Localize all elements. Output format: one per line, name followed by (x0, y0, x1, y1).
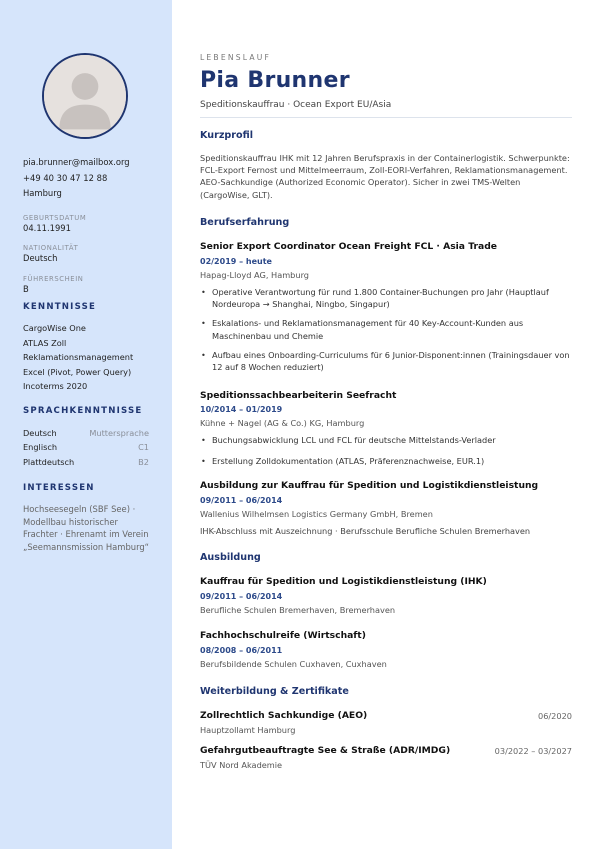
certificate-issuer: TÜV Nord Akademie (200, 760, 283, 770)
languages-heading: SPRACHKENNTNISSE (23, 406, 143, 416)
language-level: C1 (138, 442, 149, 453)
person-icon (44, 55, 126, 137)
languages-list (23, 426, 149, 469)
personal-info-nationality (23, 243, 163, 264)
language-row (23, 440, 149, 454)
certificate-date: 03/2022 – 03/2027 (494, 746, 572, 756)
list-item: • Operative Verantwortung für rund 1.800 Container-Buchungen pro Jahr (Hauptlauf Nordeuropa → Shanghai, Ningbo, Singapur) (200, 286, 572, 310)
certificate-title: Zollrechtlich Sachkundige (AEO) (200, 710, 368, 721)
list-item: • Erstellung Zolldokumentation (ATLAS, Präferenznachweise, EUR.1) (200, 455, 572, 467)
job-title: Speditionssachbearbeiterin Seefracht (200, 390, 397, 401)
city-text: Hamburg (23, 188, 62, 198)
skills-list (23, 321, 163, 394)
info-label: GEBURTSDATUM (23, 214, 87, 222)
document-type-label: LEBENSLAUF (200, 53, 272, 62)
interests-text: Hochseesegeln (SBF See) · Modellbau historischer Frachter · Ehrenamt im Verein „Seemannsmission Hamburg“ (23, 504, 150, 552)
profile-text: Speditionskauffrau IHK mit 12 Jahren Berufspraxis in der Containerlogistik. Schwerpunkte: FCL-Export Fernost und Mittelmeerraum, Zoll-EORI-Verfahren, Reklamationsmanagement. AEO-Sachkundige (Authorized Economic Operator). Sicher in zwei TMS-Welten (CargoWise, GLT). (200, 153, 570, 200)
job-organization: Wallenius Wilhelmsen Logistics Germany GmbH, Bremen (200, 509, 433, 519)
list-item: Incoterms 2020 (23, 381, 88, 392)
list-item: ATLAS Zoll (23, 337, 67, 348)
email-text[interactable]: pia.brunner@mailbox.org (23, 157, 130, 167)
phone-text[interactable]: +49 40 30 47 12 88 (23, 172, 108, 183)
language-level: B2 (138, 456, 149, 467)
info-value: B (23, 284, 29, 294)
language-name: Deutsch (23, 428, 57, 438)
education-title: Fachhochschulreife (Wirtschaft) (200, 630, 366, 641)
job-bullets (200, 286, 572, 373)
divider (200, 117, 572, 118)
education-title: Kauffrau für Spedition und Logistikdienstleistung (IHK) (200, 576, 487, 587)
job-dates: 02/2019 – heute (200, 257, 272, 266)
language-level: Muttersprache (89, 428, 149, 438)
candidate-role: Speditionskauffrau · Ocean Export EU/Asia (200, 100, 392, 110)
experience-heading: Berufserfahrung (200, 217, 290, 228)
info-value: 04.11.1991 (23, 223, 71, 233)
list-item: Reklamationsmanagement (23, 352, 134, 363)
list-item: • Buchungsabwicklung LCL und FCL für deutsche Mittelstands-Verlader (200, 434, 572, 446)
job-note: IHK-Abschluss mit Auszeichnung · Berufsschule Berufliche Schulen Bremerhaven (200, 526, 531, 536)
education-school: Berufliche Schulen Bremerhaven, Bremerhaven (200, 605, 396, 615)
certificate-title: Gefahrgutbeauftragte See & Straße (ADR/IMDG) (200, 745, 451, 756)
language-row (23, 426, 149, 440)
education-dates: 08/2008 – 06/2011 (200, 646, 283, 655)
job-organization: Kühne + Nagel (AG & Co.) KG, Hamburg (200, 418, 365, 428)
certificate-date: 06/2020 (537, 711, 572, 721)
certificate-issuer: Hauptzollamt Hamburg (200, 725, 296, 735)
language-name: Plattdeutsch (23, 456, 75, 467)
personal-info-license (23, 274, 163, 295)
info-value: Deutsch (23, 253, 58, 263)
list-item: • Eskalations- und Reklamationsmanagement für 40 Key-Account-Kunden aus Maschinenbau und Chemie (200, 317, 572, 341)
job-bullets (200, 434, 572, 467)
job-dates: 09/2011 – 06/2014 (200, 496, 283, 505)
language-name: Englisch (23, 442, 58, 453)
candidate-name: Pia Brunner (200, 68, 350, 93)
education-heading: Ausbildung (200, 552, 261, 563)
education-dates: 09/2011 – 06/2014 (200, 592, 283, 601)
sidebar (0, 0, 172, 849)
job-dates: 10/2014 – 01/2019 (200, 405, 283, 414)
language-row (23, 455, 149, 469)
job-organization: Hapag-Lloyd AG, Hamburg (200, 270, 309, 280)
profile-heading: Kurzprofil (200, 130, 253, 141)
education-school: Berufsbildende Schulen Cuxhaven, Cuxhaven (200, 659, 387, 669)
list-item: Excel (Pivot, Power Query) (23, 366, 132, 377)
certifications-heading: Weiterbildung & Zertifikate (200, 686, 349, 697)
skills-heading: KENNTNISSE (23, 302, 97, 312)
personal-info-birthdate (23, 213, 163, 234)
job-title: Ausbildung zur Kauffrau für Spedition und Logistikdienstleistung (200, 480, 539, 491)
contact-block (23, 155, 163, 202)
list-item: CargoWise One (23, 323, 86, 333)
job-title: Senior Export Coordinator Ocean Freight FCL · Asia Trade (200, 241, 498, 252)
avatar (42, 53, 128, 139)
interests-heading: INTERESSEN (23, 483, 95, 493)
info-label: NATIONALITÄT (23, 244, 79, 252)
list-item: • Aufbau eines Onboarding-Curriculums für 6 Junior-Disponent:innen (Trainingsdauer von 12 auf 8 Wochen reduziert) (200, 349, 572, 373)
info-label: FÜHRERSCHEIN (23, 275, 84, 283)
